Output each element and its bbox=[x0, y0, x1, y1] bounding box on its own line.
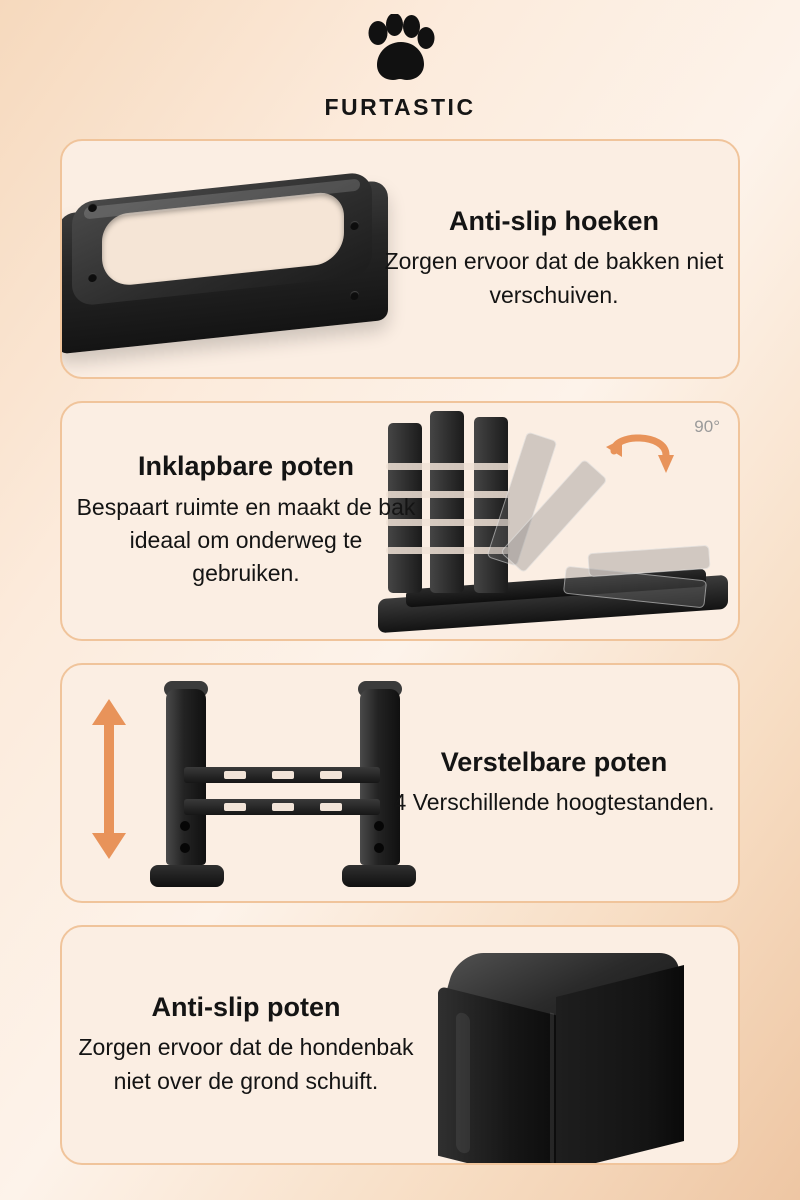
paw-print-icon bbox=[356, 14, 444, 90]
feature-description: Zorgen ervoor dat de bakken niet verschuiven. bbox=[384, 248, 724, 308]
feature-title: Verstelbare poten bbox=[440, 746, 668, 777]
feature-title: Anti-slip poten bbox=[151, 992, 341, 1023]
feature-card-anti-slip-hoeken bbox=[60, 139, 740, 379]
feature-card-verstelbare-poten bbox=[60, 663, 740, 903]
brand-header bbox=[0, 0, 800, 121]
height-adjust-arrow-icon bbox=[92, 699, 126, 859]
rotation-angle-label: 90° bbox=[694, 417, 720, 436]
feature-description: Zorgen ervoor dat de hondenbak niet over de grond schuift. bbox=[78, 1034, 414, 1094]
feature-card-anti-slip-poten bbox=[60, 925, 740, 1165]
feature-text bbox=[370, 206, 738, 312]
feature-description: 4 Verschillende hoogtestanden. bbox=[393, 788, 715, 815]
feature-text bbox=[62, 451, 430, 590]
feature-card-list bbox=[0, 139, 800, 1165]
feature-text bbox=[62, 992, 430, 1098]
feature-title: Anti-slip hoeken bbox=[448, 206, 659, 237]
feature-title: Inklapbare poten bbox=[137, 451, 355, 482]
feature-description: Bespaart ruimte en maakt de bak ideaal om onderweg te gebruiken. bbox=[76, 493, 416, 587]
feature-card-inklapbare-poten bbox=[60, 401, 740, 641]
feature-text bbox=[370, 747, 738, 819]
brand-name: FURTASTIC bbox=[324, 94, 476, 120]
rotation-arrow-icon bbox=[604, 421, 682, 481]
